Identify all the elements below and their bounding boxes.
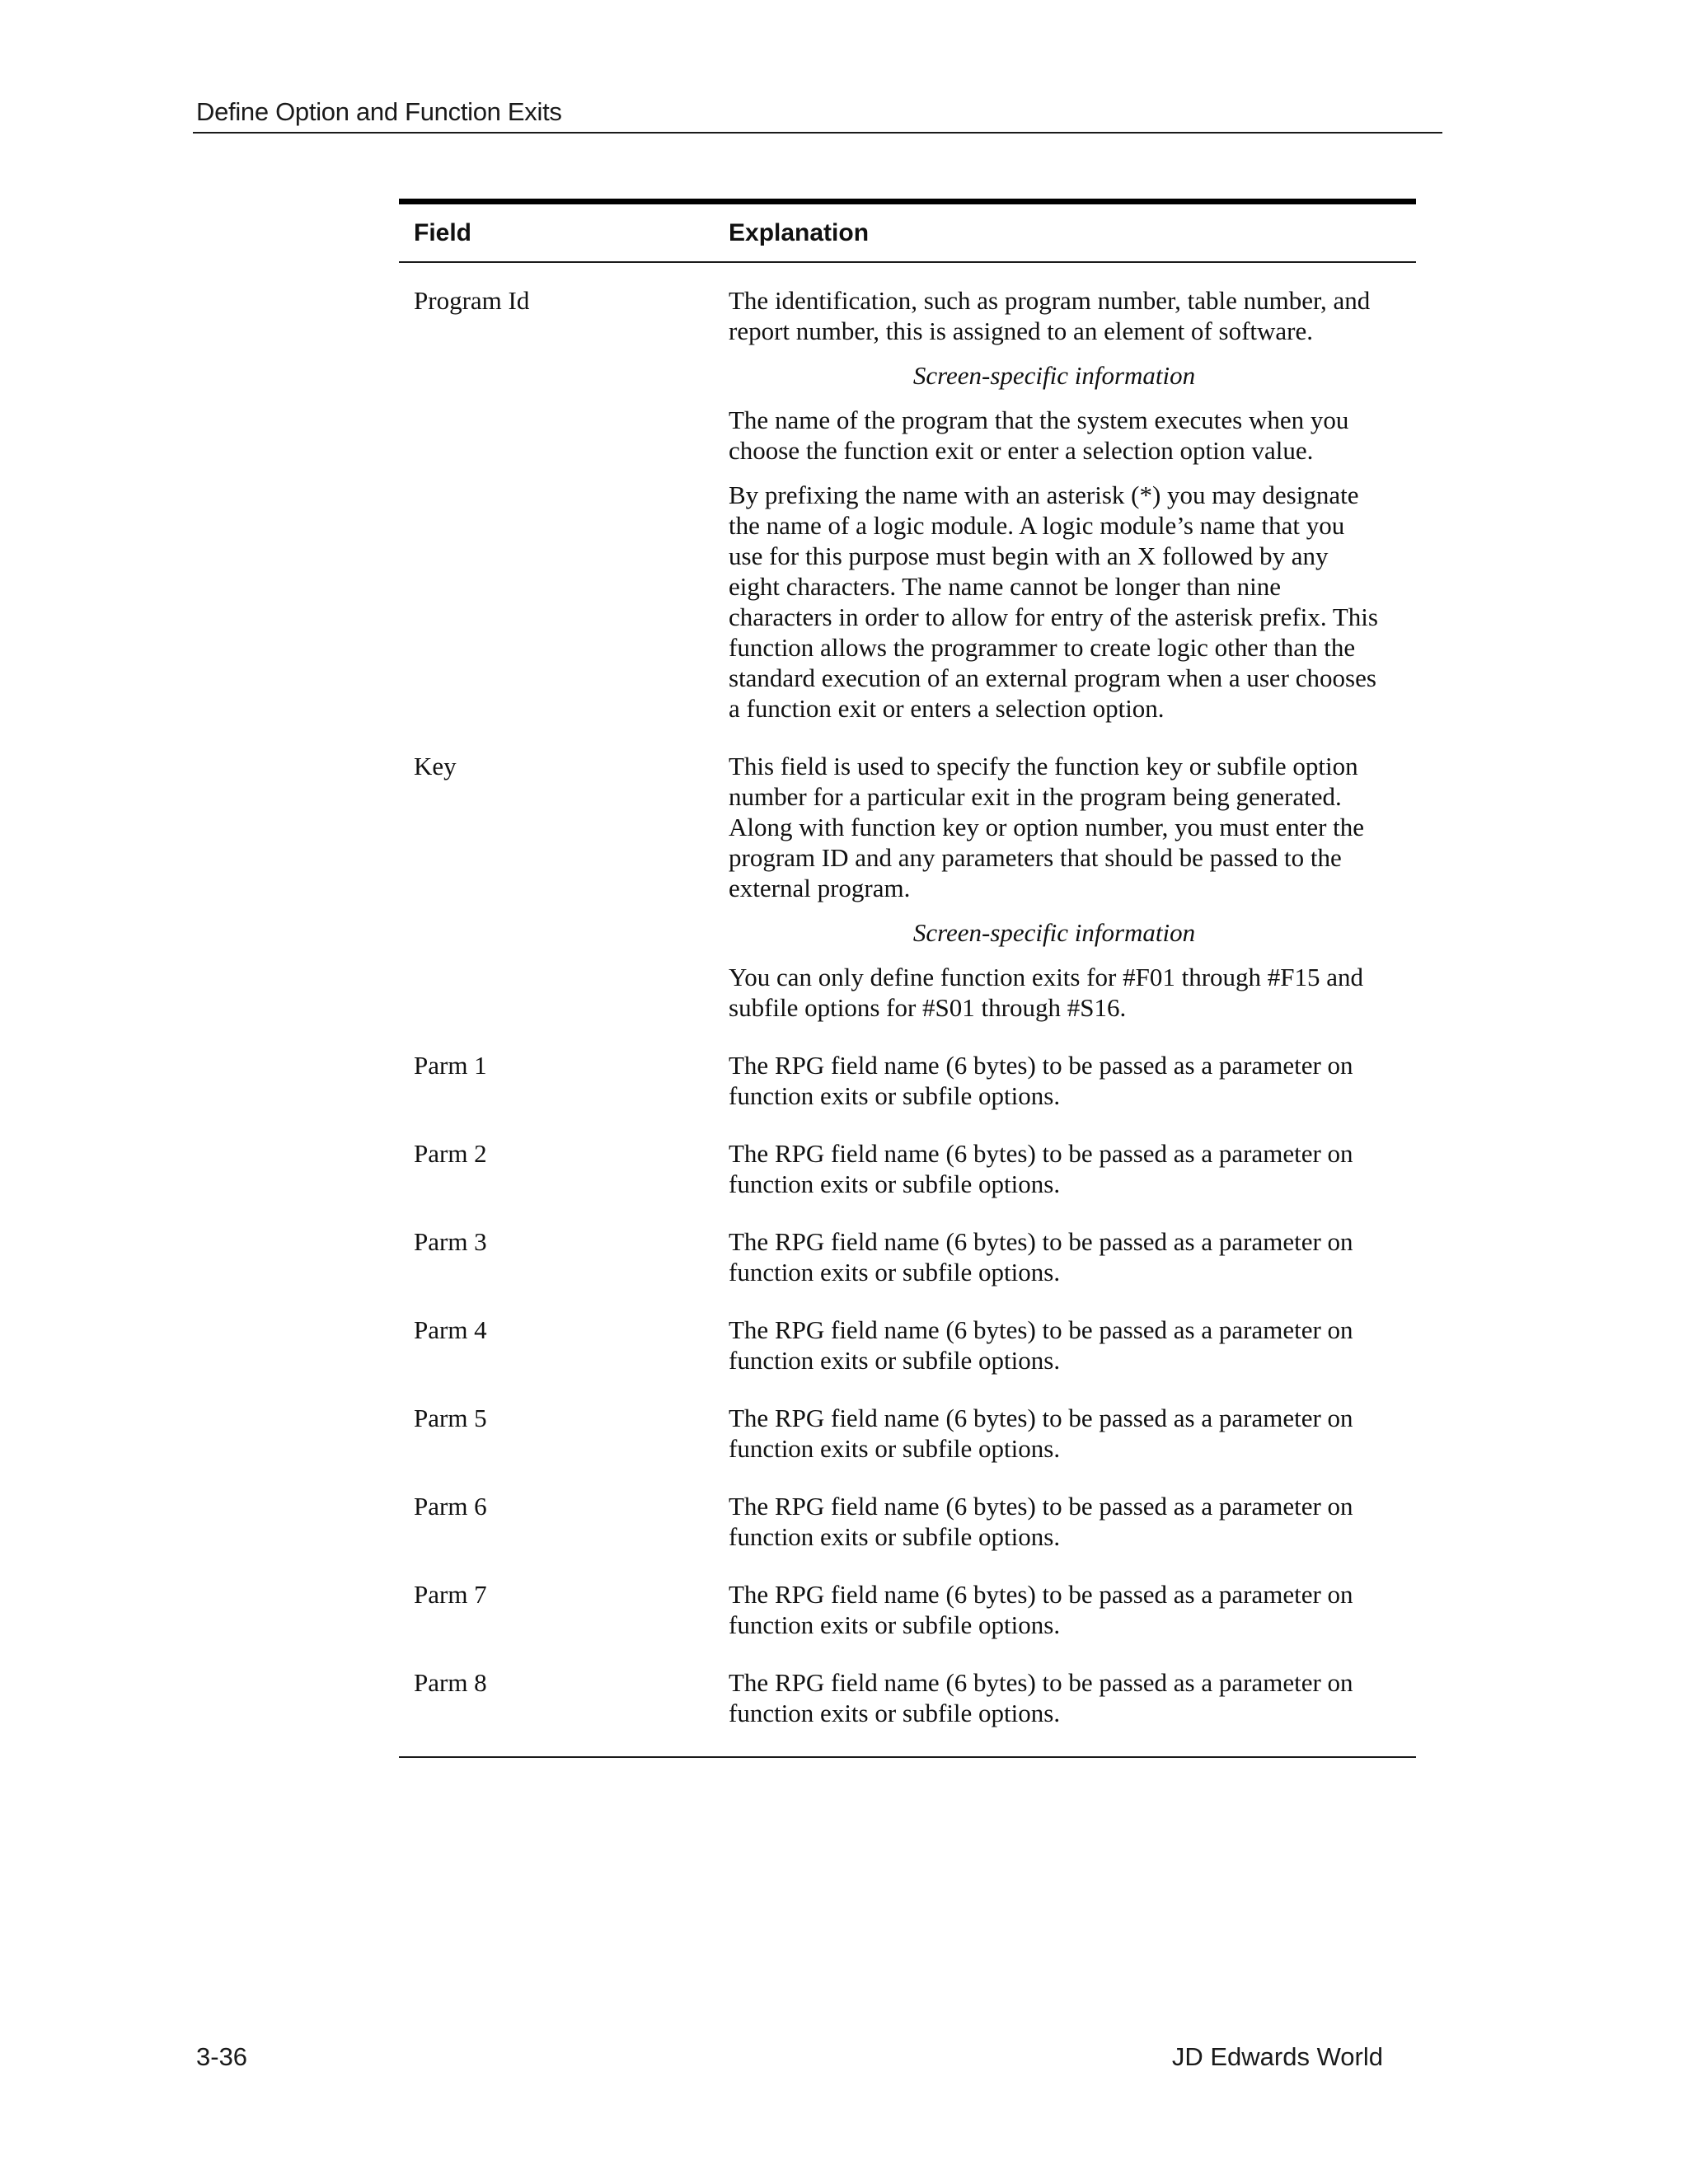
field-name: Parm 8 <box>414 1668 487 1697</box>
field-name: Parm 7 <box>414 1580 487 1609</box>
field-name: Key <box>414 752 457 780</box>
field-explanation <box>729 1315 1388 1376</box>
field-explanation <box>729 1138 1388 1199</box>
explanation-paragraph: The RPG field name (6 bytes) to be passed as a parameter on function exits or subfile options. <box>729 1139 1353 1198</box>
table-row <box>399 1226 1416 1287</box>
explanation-paragraph: The RPG field name (6 bytes) to be passed as a parameter on function exits or subfile options. <box>729 1227 1353 1286</box>
table-row <box>399 1138 1416 1199</box>
table-row <box>399 1491 1416 1552</box>
table-row <box>399 1315 1416 1376</box>
field-name: Parm 6 <box>414 1492 487 1521</box>
table-body <box>399 263 1416 1758</box>
table-header-row <box>399 204 1416 263</box>
explanation-paragraph: The identification, such as program number, table number, and report number, this is assigned to an element of software. <box>729 286 1371 345</box>
table-row <box>399 1050 1416 1111</box>
table-top-rule <box>399 199 1416 204</box>
explanation-paragraph: The RPG field name (6 bytes) to be passed as a parameter on function exits or subfile options. <box>729 1051 1353 1110</box>
field-name: Parm 3 <box>414 1227 487 1256</box>
explanation-paragraph: You can only define function exits for #F01 through #F15 and subfile options for #S01 through #S16. <box>729 963 1364 1022</box>
running-header: Define Option and Function Exits <box>196 97 562 126</box>
field-explanation <box>729 1579 1388 1640</box>
table-row <box>399 751 1416 1023</box>
page-number: 3-36 <box>196 2042 248 2071</box>
product-name: JD Edwards World <box>1171 2042 1383 2071</box>
field-explanation-table <box>399 199 1416 1758</box>
field-name: Parm 4 <box>414 1315 487 1344</box>
field-name: Parm 5 <box>414 1404 487 1432</box>
explanation-paragraph: The RPG field name (6 bytes) to be passed as a parameter on function exits or subfile options. <box>729 1492 1353 1551</box>
explanation-paragraph: The name of the program that the system executes when you choose the function exit or enter a selection option value. <box>729 405 1349 465</box>
table-row <box>399 1667 1416 1728</box>
field-name: Program Id <box>414 286 530 315</box>
field-name: Parm 1 <box>414 1051 487 1080</box>
field-explanation <box>729 1050 1388 1111</box>
table-row <box>399 1403 1416 1464</box>
explanation-paragraph: The RPG field name (6 bytes) to be passed as a parameter on function exits or subfile options. <box>729 1404 1353 1463</box>
explanation-paragraph: This field is used to specify the function key or subfile option number for a particular exit in the program being generated. Along with function key or option number, you must enter the program ID and any parameters that should be passed to the external program. <box>729 752 1365 902</box>
field-explanation <box>729 1403 1388 1464</box>
field-explanation <box>729 1667 1388 1728</box>
screen-specific-subheading: Screen-specific information <box>912 361 1196 390</box>
column-header-field: Field <box>414 218 472 246</box>
field-explanation <box>729 1226 1388 1287</box>
field-explanation <box>729 285 1388 724</box>
explanation-paragraph: The RPG field name (6 bytes) to be passed as a parameter on function exits or subfile options. <box>729 1668 1353 1727</box>
table-row <box>399 285 1416 724</box>
table-row <box>399 1579 1416 1640</box>
field-explanation <box>729 751 1388 1023</box>
explanation-paragraph: The RPG field name (6 bytes) to be passed as a parameter on function exits or subfile options. <box>729 1315 1353 1375</box>
column-header-explanation: Explanation <box>729 218 870 246</box>
explanation-paragraph: By prefixing the name with an asterisk (*) you may designate the name of a logic module. A logic module’s name that you use for this purpose must begin with an X followed by any eight characters. The name cannot be longer than nine characters in order to allow for entry of the asterisk prefix. This function allows the programmer to create logic other than the standard execution of an external program when a user chooses a function exit or enters a selection option. <box>729 480 1378 723</box>
field-explanation <box>729 1491 1388 1552</box>
screen-specific-subheading: Screen-specific information <box>912 918 1196 947</box>
explanation-paragraph: The RPG field name (6 bytes) to be passed as a parameter on function exits or subfile options. <box>729 1580 1353 1639</box>
header-divider <box>193 132 1442 134</box>
field-name: Parm 2 <box>414 1139 487 1168</box>
